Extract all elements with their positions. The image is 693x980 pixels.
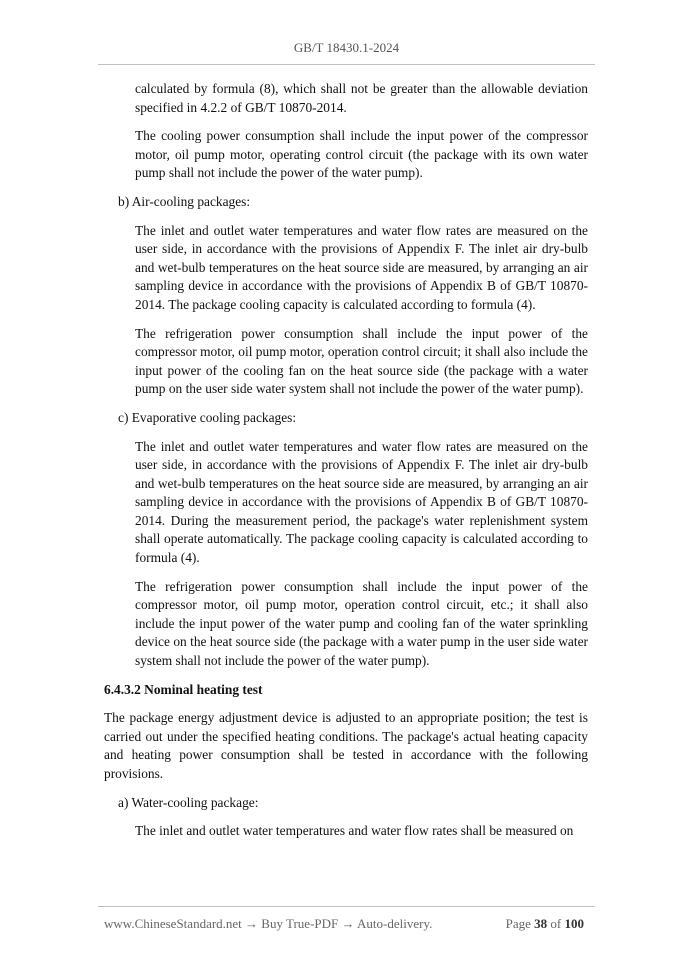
list-item-label: c) Evaporative cooling packages:: [118, 409, 297, 425]
paragraph: The inlet and outlet water temperatures and water flow rates shall be measured on: [135, 823, 574, 839]
list-item-label: b) Air-cooling packages:: [118, 193, 251, 209]
section-heading: 6.4.3.2 Nominal heating test: [104, 681, 263, 697]
page-indicator: [506, 916, 584, 932]
arrow-icon: →: [341, 916, 355, 931]
paragraph: The inlet and outlet water temperatures and water flow rates are measured on the user side, in accordance with the provisions of Appendix F. The inlet air dry-bulb and wet-bulb temperatures on the heat source side are measured, by arranging an air sampling device in accordance with the provisions of Appendix B of GB/T 10870-2014. The package cooling capacity is calculated according to formula (4).: [135, 222, 588, 312]
page-total: 100: [564, 916, 584, 931]
delivery-text: Auto-delivery.: [357, 916, 433, 931]
paragraph: The inlet and outlet water temperatures and water flow rates are measured on the user side, in accordance with the provisions of Appendix F. The inlet air dry-bulb and wet-bulb temperatures on the heat source side are measured, by arranging an air sampling device in accordance with the provisions of Appendix B of GB/T 10870-2014. During the measurement period, the package's water replenishment system shall operate automatically. The package cooling capacity is calculated according to formula (4).: [135, 438, 588, 566]
document-header: [0, 40, 693, 56]
site-link[interactable]: www.ChineseStandard.net: [104, 916, 242, 931]
page-label: Page: [505, 916, 531, 931]
list-item-label: a) Water-cooling package:: [118, 794, 259, 810]
paragraph: The cooling power consumption shall include the input power of the compressor motor, oil pump motor, operating control circuit (the package with its own water pump shall not include the power of the water pump).: [135, 128, 588, 181]
standard-code: GB/T 18430.1-2024: [293, 40, 400, 55]
page-number: 38: [534, 916, 548, 931]
paragraph: The refrigeration power consumption shall include the input power of the compressor motor, oil pump motor, operation control circuit, etc.; it shall also include the input power of the water pump and cooling fan of the water sprinkling device on the heat source side (the package with a water pump in the user side water system shall not include the power of the water pump).: [135, 578, 588, 669]
buy-link[interactable]: Buy True-PDF: [261, 916, 339, 931]
header-divider: [98, 64, 595, 65]
footer-promo: [104, 916, 432, 932]
paragraph: The refrigeration power consumption shall include the input power of the compressor motor, oil pump motor, operation control circuit; it shall also include the input power of the cooling fan on the heat source side (the package with a water pump on the user side water system shall not include the power of the water pump).: [135, 325, 588, 397]
page-body: [0, 80, 693, 841]
paragraph: The package energy adjustment device is adjusted to an appropriate position; the test is carried out under the specified heating conditions. The package's actual heating capacity and heating power consumption shall be tested in accordance with the following provisions.: [104, 710, 588, 781]
footer-divider: [98, 906, 595, 907]
arrow-icon: →: [245, 916, 259, 931]
paragraph: calculated by formula (8), which shall not be greater than the allowable deviation specified in 4.2.2 of GB/T 10870-2014.: [135, 81, 588, 115]
of-label: of: [550, 916, 562, 931]
